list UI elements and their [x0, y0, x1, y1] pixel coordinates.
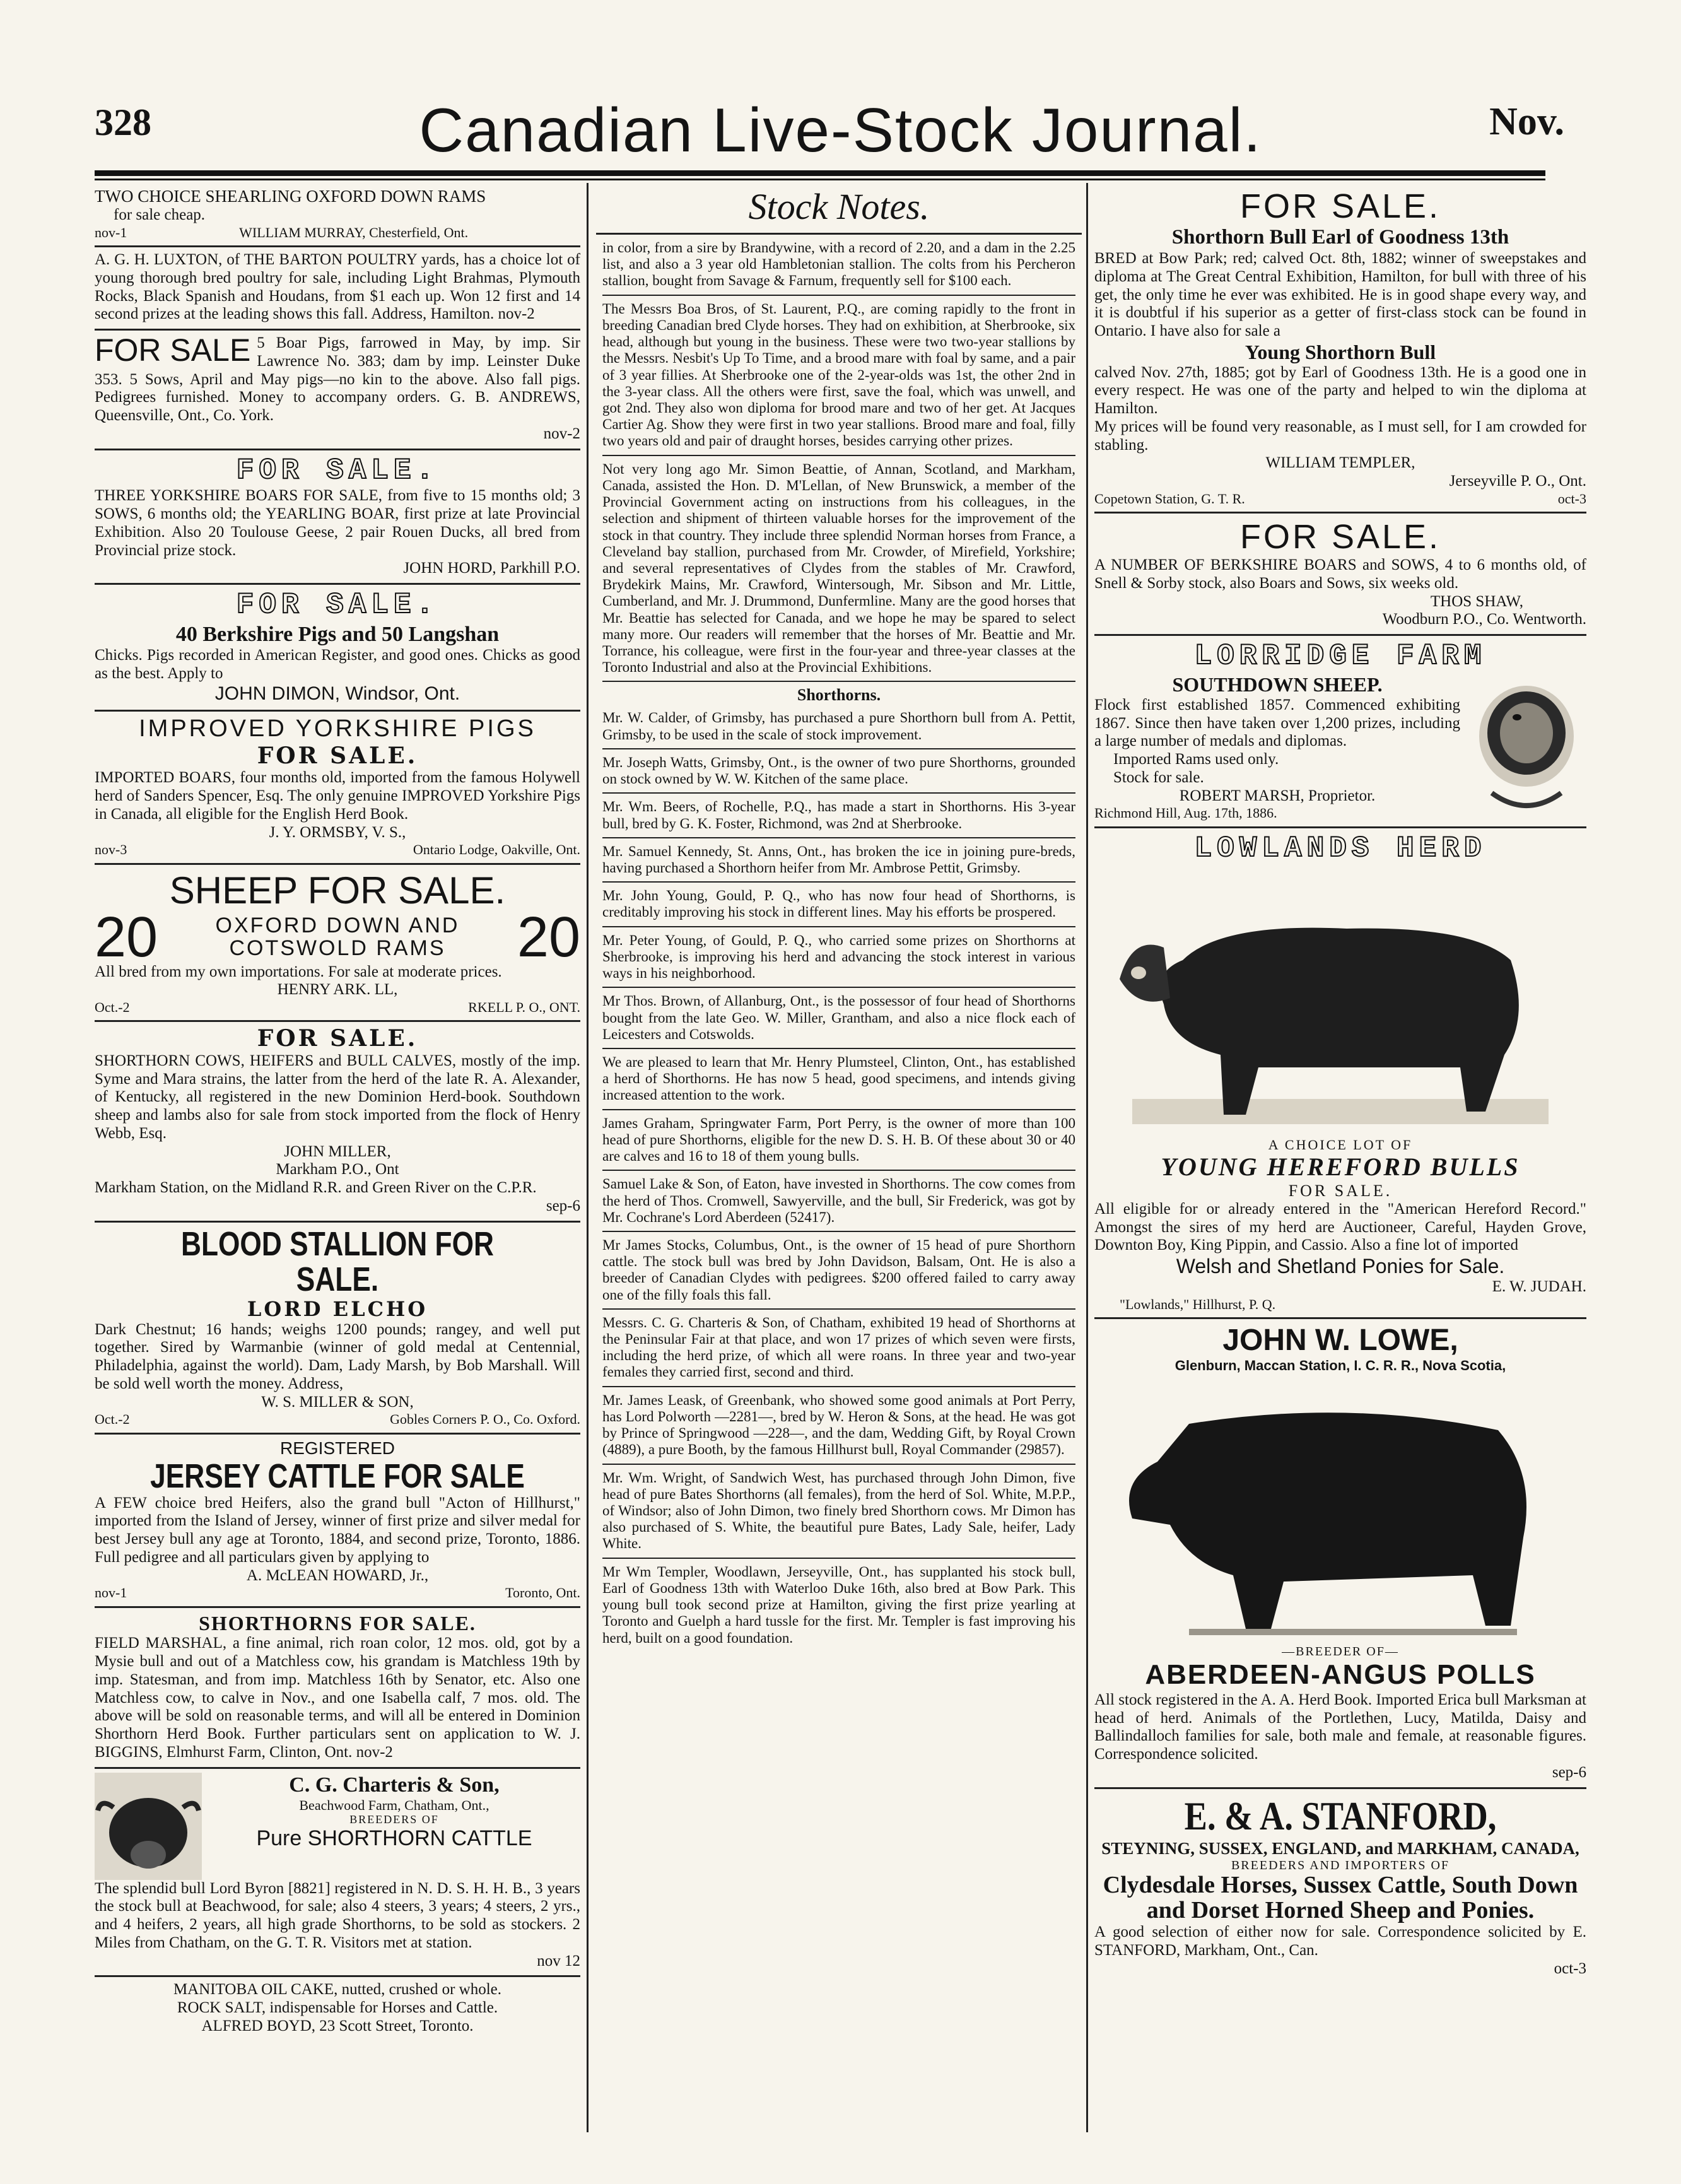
ad-address: Beachwood Farm, Chatham, Ont., — [299, 1797, 489, 1813]
issue-month: Nov. — [1489, 100, 1564, 143]
ad-subheading: LORD ELCHO — [247, 1296, 428, 1321]
ad-heading: SHORTHORNS FOR SALE. — [199, 1611, 476, 1635]
ad-code: nov-1 — [95, 1585, 127, 1601]
ad-preheading: —BREEDER OF— — [1282, 1645, 1399, 1659]
ad-heading: FOR SALE. — [1239, 187, 1441, 225]
ad-john-lowe — [1094, 1319, 1586, 1789]
ad-signature: HENRY ARK. LL, — [277, 981, 398, 999]
ad-address: STEYNING, SUSSEX, ENGLAND, and MARKHAM, CANADA, — [1101, 1839, 1579, 1858]
ad-heading: FOR SALE. — [1239, 518, 1441, 556]
ad-subheading: Young Shorthorn Bull — [1245, 340, 1436, 363]
ad-text: Imported Rams used only. — [1113, 751, 1279, 768]
stock-note: Not very long ago Mr. Simon Beattie, of Annan, Scotland, and Markham, Canada, assisted the Hon. D. M'Lellan, of New Brunswick, a member of the Provincial Government acting on instructions from his colleagues, in the selection and shipment of thirteen valuable horses for the improvement of the stock in that country. They include three splendid Norman horses from France, a Cleveland bay stallion, purchased from Mr. Crowder, of Mirefield, Yorkshire; and several representatives of Clydes from the stables of Mr. Crawford, Brydekirk Mains, Mr. Crawford, Wintersough, Mr. Sibson and Mr. Little, Cumberland, and Mr. J. Drummond, Dunfermline. Many are the good horses that Mr. Beattie has selected for Canada, and we hope he may be spared to select many more. Our readers will remember that the horses of Mr. Beattie and Mr. Torrance, his colleague, were first in the four-year and three-year classes at the Toronto Industrial and also at the Provincial Exhibitions. — [602, 456, 1075, 683]
ad-address: "Lowlands," Hillhurst, P. Q. — [1120, 1296, 1276, 1312]
stock-note: Mr. W. Calder, of Grimsby, has purchased a pure Shorthorn bull from A. Pettit, Grimsby, to be used in the scale of stock improvement. — [602, 705, 1075, 749]
ad-text: Stock for sale. — [1113, 768, 1204, 786]
ad-heading: JOHN W. LOWE, — [1222, 1323, 1458, 1357]
ad-text: FIELD MARSHAL, a fine animal, rich roan color, 12 mos. old, got by a Mysie bull and out of a Matchless cow, his grandam is Matchless 19th by imp. Statesman, and from imp. Matchless 16th by Senator, etc. Also one Matchless cow, to calve in Nov., and one Isabella calf, 7 mos. old. The above will be sold on reasonable terms, and will all be entered in Dominion Shorthorn Herd Book. Further particulars sent on application to W. J. BIGGINS, Elmhurst Farm, Clinton, Ont. nov-2 — [95, 1635, 580, 1761]
ad-signature: JOHN DIMON, Windsor, Ont. — [214, 683, 460, 704]
ad-heading: JERSEY CATTLE FOR SALE — [150, 1457, 525, 1495]
ad-number: 20 — [95, 905, 158, 969]
stock-note: Mr. Samuel Kennedy, St. Anns, Ont., has broken the ice in joining pure-breds, having purchased a Shorthorn heifer from Mr. Ambrose Pettit, Grimsby. — [602, 838, 1075, 883]
stock-note: Mr. Joseph Watts, Grimsby, Ont., is the owner of two pure Shorthorns, grounded on stock owned by W. W. Kitchen of the same place. — [602, 749, 1075, 794]
ad-text: Dark Chestnut; 16 hands; weighs 1200 pounds; rangey, and well put together. Sired by Warmanbie (winner of gold medal at Centennial, Philadelphia, against the world). Dam, Lady Marsh, by Bob Marshall. Will be sold well worth the money. Address, — [95, 1320, 580, 1392]
ad-code: oct-3 — [1557, 490, 1586, 507]
ad-code: nov-2 — [543, 425, 580, 442]
ad-address: Glenburn, Maccan Station, I. C. R. R., Nova Scotia, — [1174, 1358, 1506, 1374]
ad-signature: Markham P.O., Ont — [276, 1161, 399, 1178]
stock-note: The Messrs Boa Bros, of St. Laurent, P.Q., are coming rapidly to the front in breeding Canadian bred Clyde horses. They had on exhibition, at Sherbrooke, six head, although but young in the business. These were two two-year stallions by the Messrs. Nesbit's Up To Time, and a brood mare with foal by same, and a pair of 3 year fillies. At Sherbrooke one of the 2-year-olds was 1st, the other 2nd in the 3-year class. All the others were first, save the foal, which was unwell, and got 2nd. They also won diploma for brood mare and two of her get. At Jacques Cartier Ag. Show they were first in two year stallions. Brood mare and foal, filly two years old and pair of draught horses, besides carrying other prizes. — [602, 296, 1075, 456]
shorthorn-cattle-illustration — [95, 1773, 202, 1880]
angus-bull-illustration — [1094, 1373, 1586, 1645]
section-subheading: Shorthorns. — [797, 686, 881, 705]
ad-heading: BLOOD STALLION FOR SALE. — [180, 1224, 495, 1299]
stock-note: Mr James Stocks, Columbus, Ont., is the owner of 15 head of pure Shorthorn cattle. The stock bull was bred by John Davidson, Balsam, Ont. He is also a breeder of Canadian Clydes with pedigrees. $200 offered failed to carry away one of the filly foals this fall. — [602, 1232, 1075, 1310]
stock-note: Mr Thos. Brown, of Allanburg, Ont., is the possessor of four head of Shorthorns bought from the late Geo. W. Miller, Grantham, and also a nice flock each of Leicesters and Cotswolds. — [602, 988, 1075, 1049]
ad-heading: TWO CHOICE SHEARLING OXFORD DOWN RAMS — [95, 187, 486, 206]
ad-preheading: REGISTERED — [279, 1438, 395, 1458]
ad-address: Toronto, Ont. — [505, 1585, 580, 1601]
ad-signature: W. S. MILLER & SON, — [261, 1393, 414, 1411]
ad-signature: WILLIAM TEMPLER, — [1265, 454, 1415, 472]
ad-blood-stallion — [95, 1223, 580, 1435]
ad-heading: FOR SALE. — [236, 454, 439, 487]
stock-note: Mr. Peter Young, of Gould, P. Q., who carried some prizes on Shorthorns at Sherbrooke, is improving his herd and advancing the stock interest in various ways in his neighborhood. — [602, 927, 1075, 989]
hereford-bull-illustration — [1094, 866, 1586, 1137]
ad-text: MANITOBA OIL CAKE, nutted, crushed or whole. — [173, 1981, 502, 1999]
ad-heading: IMPROVED YORKSHIRE PIGS — [139, 715, 536, 743]
ad-preheading: BREEDERS OF — [349, 1813, 439, 1826]
ad-text: OXFORD DOWN AND — [215, 913, 460, 938]
ad-code: nov-1 — [95, 224, 127, 240]
ad-earl-of-goodness — [1094, 183, 1586, 514]
ad-berkshire-langshan — [95, 585, 580, 712]
ad-heading: E. & A. STANFORD, — [1184, 1793, 1497, 1838]
ad-text: COTSWOLD RAMS — [229, 936, 446, 961]
column-stock-notes — [596, 183, 1082, 2134]
stock-note: Mr. John Young, Gould, P. Q., who has now four head of Shorthorns, is creditably improving his stock in different lines. May his efforts be prospered. — [602, 883, 1075, 927]
ad-signature: ALFRED BOYD, 23 Scott Street, Toronto. — [201, 2017, 474, 2034]
ad-preheading: A CHOICE LOT OF — [1268, 1136, 1413, 1153]
ad-heading: LORRIDGE FARM — [1194, 640, 1487, 673]
masthead-rule — [95, 170, 1545, 176]
ad-code: sep-6 — [546, 1197, 580, 1214]
ad-subheading: Pure SHORTHORN CATTLE — [256, 1826, 532, 1850]
ad-address: Richmond Hill, Aug. 17th, 1886. — [1094, 805, 1277, 821]
ad-subheading: Welsh and Shetland Ponies for Sale. — [1176, 1255, 1505, 1278]
ad-signature: WILLIAM MURRAY, Chesterfield, Ont. — [239, 224, 469, 240]
ad-subheading: 40 Berkshire Pigs and 50 Langshan — [175, 623, 500, 647]
ad-signature: ROBERT MARSH, Proprietor. — [1179, 787, 1376, 804]
ad-text: BRED at Bow Park; red; calved Oct. 8th, 1882; winner of sweepstakes and diploma at The Great Central Exhibition, Hamilton, for bull with three of his get, the only time he ever was exhibited. He is in good shape every way, and it is doubtful if his superior as a getter of first-class stock can be found in Ontario. I have also for sale a — [1094, 250, 1586, 340]
ad-preheading: BREEDERS AND IMPORTERS OF — [1231, 1858, 1450, 1873]
ad-subheading: ABERDEEN-ANGUS POLLS — [1145, 1659, 1536, 1691]
ad-code: oct-3 — [1554, 1959, 1586, 1977]
ad-code: nov 12 — [537, 1952, 580, 1970]
ad-text: My prices will be found very reasonable, as I must sell, for I am crowded for stabling. — [1094, 418, 1586, 454]
ad-address: RKELL P. O., ONT. — [468, 999, 580, 1016]
ad-text: ROCK SALT, indispensable for Horses and Cattle. — [177, 1999, 498, 2017]
ad-text: A FEW choice bred Heifers, also the grand bull "Acton of Hillhurst," imported from the Island of Jersey, winner of first prize and silver medal for best Jersey bull any age at Toronto, 1884, and second prize, Toronto, 1886. Full pedigree and all particulars given by applying to — [95, 1494, 580, 1566]
masthead — [0, 95, 1681, 170]
ad-heading: FOR SALE. — [257, 1025, 418, 1052]
ad-text: 5 Boar Pigs, farrowed in May, by imp. Sir Lawrence No. 383; dam by imp. Leinster Duke 353. 5 Sows, April and May pigs—no kin to the above. Also fall pigs. Pedigrees furnished. Money to accompany orders. G. B. ANDREWS, Queensville, Ont., Co. York. — [95, 334, 580, 425]
ad-text: All stock registered in the A. A. Herd Book. Imported Erica bull Marksman at head of herd. Animals of the Portlethen, Lucy, Matilda, Daisy and Ballindalloch families for sale, both male and female, at reasonable figures. Correspondence solicited. — [1094, 1691, 1586, 1763]
ad-code: Oct.-2 — [95, 1411, 130, 1428]
column-right — [1094, 183, 1586, 2134]
ad-text: Flock first established 1857. Commenced exhibiting 1867. Since then have taken over 1,200 prizes, including a large number of medals and diplomas. — [1094, 696, 1460, 750]
stock-note: Mr. Wm. Beers, of Rochelle, P.Q., has made a start in Shorthorns. His 3-year bull, bred by G. K. Foster, Richmond, was 2nd at Sherbrooke. — [602, 794, 1075, 838]
journal-title: Canadian Live-Stock Journal. — [419, 95, 1262, 165]
ad-stanford — [1094, 1789, 1586, 1983]
ad-heading: SHEEP FOR SALE. — [169, 869, 506, 912]
column-divider — [1086, 183, 1088, 2132]
ad-address: Woodburn P.O., Co. Wentworth. — [1382, 611, 1586, 628]
ad-text: IMPORTED BOARS, four months old, imported from the famous Holywell herd of Sanders Spencer, Esq. The only genuine IMPROVED Yorkshire Pigs in Canada, all eligible for the English Herd Book. — [95, 769, 580, 823]
ad-signature: THOS SHAW, — [1430, 592, 1523, 610]
ad-address: Gobles Corners P. O., Co. Oxford. — [390, 1411, 580, 1428]
ad-shorthorns-field-marshal — [95, 1608, 580, 1769]
ad-signature: E. W. JUDAH. — [1492, 1277, 1586, 1295]
ad-lowlands-herd — [1094, 828, 1586, 1319]
page-number: 328 — [95, 102, 151, 143]
ad-oxford-down-rams — [95, 183, 580, 247]
ad-jersey-cattle — [95, 1435, 580, 1608]
ad-signature: J. Y. ORMSBY, V. S., — [269, 823, 406, 841]
ad-text: calved Nov. 27th, 1885; got by Earl of Goodness 13th. He is a good one in every respect. He was one of the party and helped to win the diploma at Hamilton. — [1094, 363, 1586, 418]
column-divider — [587, 183, 589, 2132]
ad-subheading: FOR SALE. — [257, 742, 418, 769]
ad-charteris — [95, 1769, 580, 1978]
stock-note: Mr Wm Templer, Woodlawn, Jerseyville, Ont., has supplanted his stock bull, Earl of Goodness 13th with Waterloo Duke 16th, also bred at Bow Park. This young bull took second prize at Hamilton, giving the first prize yearling at Toronto and Guelph a hard tussle for the first. Mr. Templer is fast improving his herd, built on a good foundation. — [602, 1563, 1075, 1646]
ad-oil-cake — [95, 1977, 580, 2040]
ad-text: Chicks. Pigs recorded in American Register, and good ones. Chicks as good as the best. Apply to — [95, 647, 580, 682]
ad-code: nov-3 — [95, 842, 127, 858]
section-title: Stock Notes. — [596, 183, 1082, 235]
ad-code: Oct.-2 — [95, 999, 130, 1016]
ad-shorthorn-cows — [95, 1022, 580, 1222]
ad-heading: FOR SALE — [95, 332, 251, 368]
ad-subheading: Shorthorn Bull Earl of Goodness 13th — [1171, 226, 1509, 249]
stock-note: Samuel Lake & Son, of Eaton, have invested in Shorthorns. The cow comes from the herd of Thos. Cromwell, Sawyerville, and the bull, Sir Frederick, was got by Mr. Cochrane's Lord Aberdeen (52417). — [602, 1171, 1075, 1232]
ad-subheading: YOUNG HEREFORD BULLS — [1161, 1152, 1520, 1181]
ad-code: sep-6 — [1552, 1763, 1586, 1781]
ad-text: All eligible for or already entered in the "American Hereford Record." Amongst the sires of my herd are Auctioneer, Careful, Hayden Grove, Downton Boy, King Pippin, and Cassio. Also a fine lot of imported — [1094, 1200, 1586, 1254]
southdown-sheep-illustration — [1467, 673, 1586, 818]
ad-heading: LOWLANDS HERD — [1194, 831, 1487, 865]
ad-address: Ontario Lodge, Oakville, Ont. — [413, 842, 580, 858]
ad-subheading: Clydesdale Horses, Sussex Cattle, South Down and Dorset Horned Sheep and Ponies. — [1103, 1872, 1578, 1924]
ad-text: All bred from my own importations. For sale at moderate prices. — [95, 963, 502, 980]
ad-sheep-for-sale — [95, 865, 580, 1023]
stock-note: We are pleased to learn that Mr. Henry Plumsteel, Clinton, Ont., has established a herd of Shorthorns. He has now 5 head, good specimens, and intends giving increased attention to the work. — [602, 1049, 1075, 1110]
ad-text: SHORTHORN COWS, HEIFERS and BULL CALVES, mostly of the imp. Syme and Mara strains, the latter from the herd of the late R. A. Alexander, of Kentucky, all registered in the new Dominion Herd-book. Southdown sheep and lambs also for sale from stock imported from the flock of Henry Webb, Esq. — [95, 1052, 580, 1142]
ad-address: Markham Station, on the Midland R.R. and Green River on the C.P.R. — [95, 1179, 537, 1197]
ad-signature: JOHN MILLER, — [284, 1142, 391, 1160]
stock-note: James Graham, Springwater Farm, Port Perry, is the owner of more than 100 head of pure Shorthorns, eligible for the new D. S. H. B. Of these about 30 or 40 are calves and 16 to 18 of them young bulls. — [602, 1110, 1075, 1171]
ad-improved-yorkshire — [95, 712, 580, 864]
stock-note: Mr. James Leask, of Greenbank, who showed some good animals at Port Perry, has Lord Polworth —2281—, bred by W. Heron & Sons, at the head. He was got by Prince of Springwood —228—, and the dam, Wedding Gift, by Royal Crown (4889), a pure Booth, by the famous Hillhurst bull, Royal Commander (29857). — [602, 1387, 1075, 1465]
ad-text: The splendid bull Lord Byron [8821] registered in N. D. S. H. H. B., 3 years the stock bull at Beachwood, for sale; also 4 steers, 3 years; 4 steers, 2 yrs., and 4 heifers, 2 years, all high grade Shorthorns, to be sold as stockers. 2 Miles from Chatham, on the G. T. R. Visitors met at station. — [95, 1879, 580, 1951]
ad-address: Jerseyville P. O., Ont. — [1449, 473, 1586, 490]
ad-barton-poultry — [95, 247, 580, 331]
ad-yorkshire-boars — [95, 450, 580, 585]
ad-text: for sale cheap. — [114, 206, 206, 224]
stock-note: in color, from a sire by Brandywine, with a record of 2.20, and a dam in the 2.25 list, and also a 3 year old Hambletonian stallion. The colts from his Percheron stallion, bought from Savage & Farnum, frequently sell for $100 each. — [602, 235, 1075, 296]
ad-address: Copetown Station, G. T. R. — [1094, 490, 1245, 507]
ad-number: 20 — [517, 905, 580, 969]
ad-subheading: FOR SALE. — [1288, 1181, 1393, 1200]
ad-lorridge-farm — [1094, 636, 1586, 828]
ad-subheading: SOUTHDOWN SHEEP. — [1172, 673, 1383, 696]
ad-heading: FOR SALE. — [236, 589, 439, 622]
ad-signature: JOHN HORD, Parkhill P.O. — [403, 560, 580, 577]
ad-text: A good selection of either now for sale. Correspondence solicited by E. STANFORD, Markham, Ont., Can. — [1094, 1923, 1586, 1959]
ad-text: A. G. H. LUXTON, of THE BARTON POULTRY yards, has a choice lot of young thorough bred poultry for sale, including Light Brahmas, Plymouth Rocks, Black Spanish and Houdans, from $1 each up. Won 12 first and 14 second prizes at the leading shows this fall. Address, Hamilton. nov-2 — [95, 251, 580, 323]
ad-heading: C. G. Charteris & Son, — [289, 1773, 500, 1797]
stock-note: Mr. Wm. Wright, of Sandwich West, has purchased through John Dimon, five head of pure Bates Shorthorns (all females), from the herd of Sol. White, M.P.P., of Windsor; also of John Dimon, two finely bred Shorthorn cows. Mr Dimon has also purchased of S. White, the beautiful pure Bates, Lady Sale, heifer, Lady White. — [602, 1465, 1075, 1559]
column-left — [95, 183, 580, 2134]
ad-berkshire-boars — [1094, 514, 1586, 636]
ad-signature: A. McLEAN HOWARD, Jr., — [246, 1566, 429, 1584]
ad-text: THREE YORKSHIRE BOARS FOR SALE, from five to 15 months old; 3 SOWS, 6 months old; the YEARLING BOAR, first prize at late Provincial Exhibition. Also 20 Toulouse Geese, 2 pair Rouen Ducks, all bred from Provincial prize stock. — [95, 487, 580, 559]
ad-boar-pigs — [95, 331, 580, 450]
stock-note: Messrs. C. G. Charteris & Son, of Chatham, exhibited 19 head of Shorthorns at the Peninsular Fair at that place, and won 17 prizes of which seven were firsts, including the herd prize, of which all were roans. In three year and two-year females they carried first, second and third. — [602, 1310, 1075, 1387]
masthead-rule-thin — [95, 179, 1545, 180]
ad-text: A NUMBER OF BERKSHIRE BOARS and SOWS, 4 to 6 months old, of Snell & Sorby stock, also Boars and Sows, six weeks old. — [1094, 556, 1586, 592]
